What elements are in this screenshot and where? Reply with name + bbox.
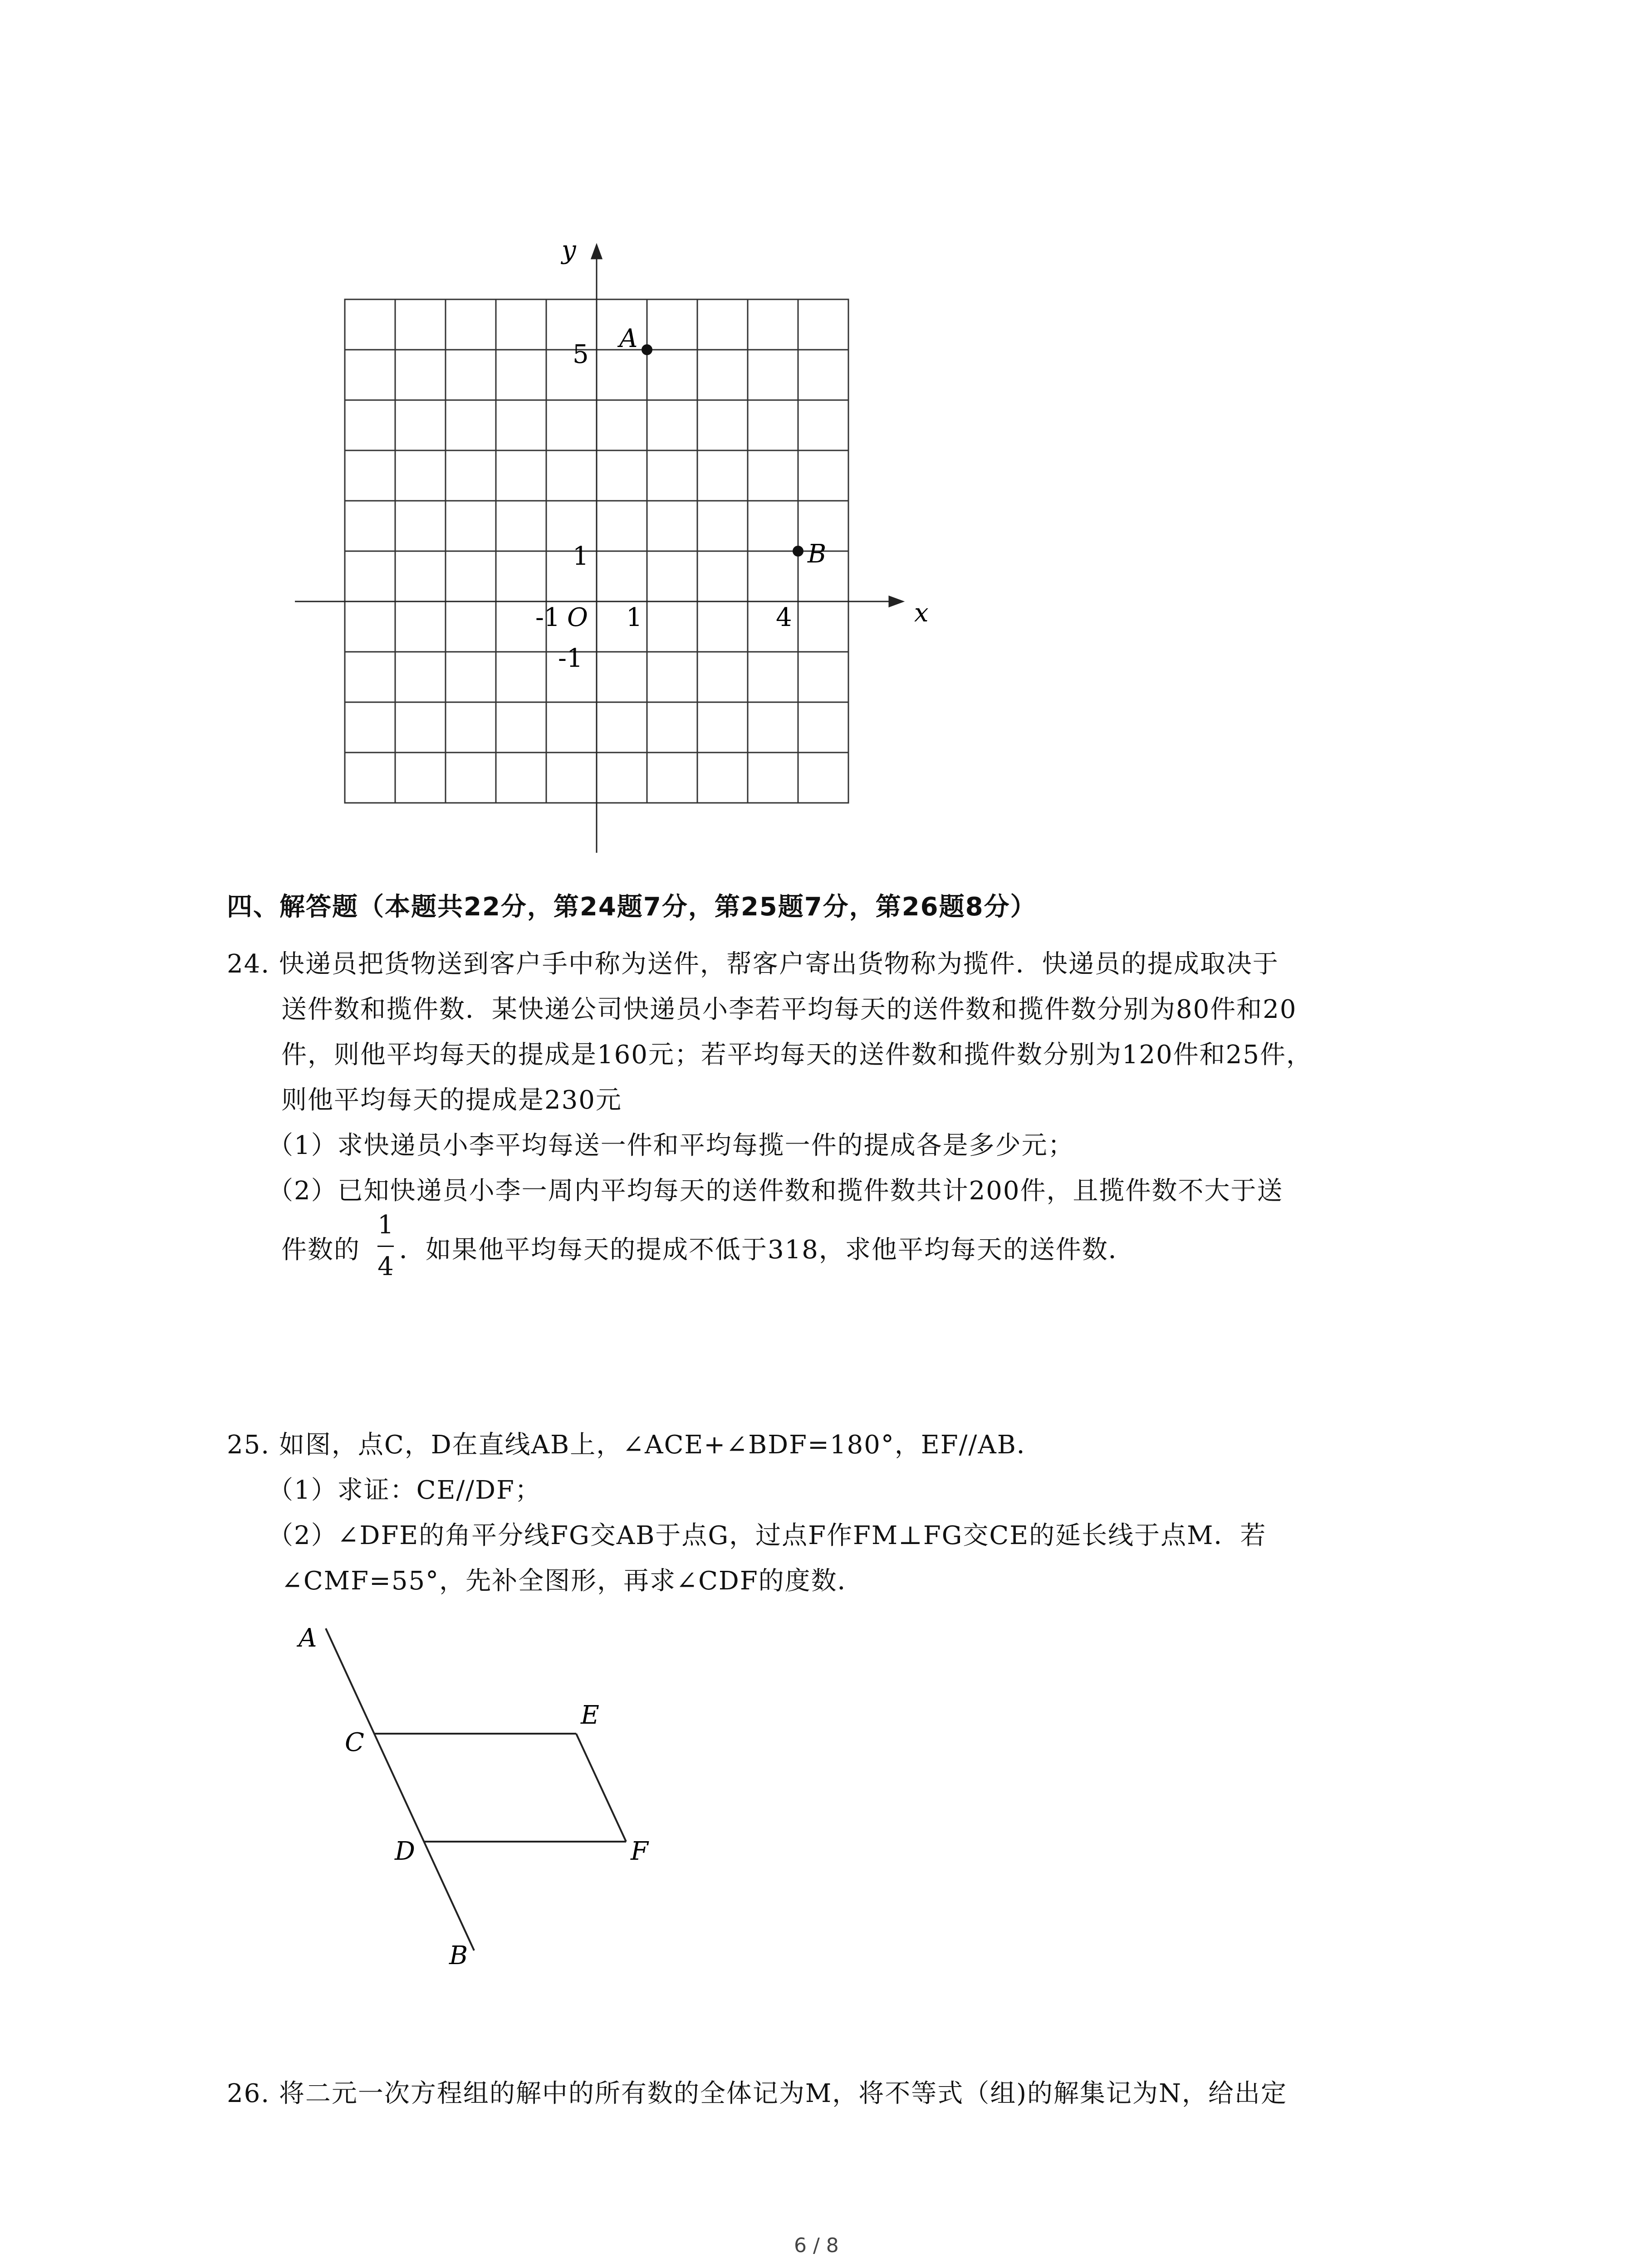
point-b-label: B: [808, 539, 827, 569]
section-heading: 四、解答题（本题共22分，第24题7分，第25题7分，第26题8分）: [227, 892, 1037, 922]
tick-x-1: 1: [626, 603, 642, 632]
q24-line3: 件，则他平均每天的提成是160元；若平均每天的送件数和揽件数分别为120件和25件，: [281, 1040, 1313, 1070]
q24-part2-pre: 件数的: [281, 1235, 360, 1265]
label-c: C: [345, 1728, 364, 1757]
page-number: 6 / 8: [794, 2234, 839, 2257]
fraction-denominator: 4: [377, 1252, 394, 1281]
parallelogram-figure: [281, 1619, 690, 1973]
origin-label: O: [567, 603, 588, 632]
label-d: D: [395, 1837, 415, 1866]
point-a: [642, 344, 652, 355]
label-a: A: [299, 1623, 317, 1653]
q24-line1: 24. 快递员把货物送到客户手中称为送件，帮客户寄出货物称为揽件．快递员的提成取决于: [227, 949, 1279, 979]
x-axis-arrow: [889, 596, 903, 606]
tick-x-neg1: -1: [535, 603, 560, 632]
line-ab: [326, 1628, 474, 1950]
tick-y-neg1: -1: [558, 644, 583, 673]
label-f: F: [631, 1837, 648, 1866]
y-axis-label: y: [562, 236, 576, 265]
point-b: [793, 546, 803, 557]
q25-line1: 25. 如图，点C，D在直线AB上，∠ACE+∠BDF=180°，EF//AB．: [227, 1430, 1043, 1460]
y-axis-arrow: [592, 245, 602, 259]
q26-line1: 26. 将二元一次方程组的解中的所有数的全体记为M，将不等式（组)的解集记为N，给出定: [227, 2079, 1288, 2108]
point-a-label: A: [619, 324, 638, 353]
q24-part2-post: ．如果他平均每天的提成不低于318，求他平均每天的送件数．: [399, 1235, 1135, 1265]
q25-part2-line2: ∠CMF=55°，先补全图形，再求∠CDF的度数．: [281, 1566, 864, 1596]
q24-part2-line1: （2）已知快递员小李一周内平均每天的送件数和揽件数共计200件，且揽件数不大于送: [268, 1176, 1283, 1206]
tick-x-4: 4: [776, 603, 792, 632]
tick-y-1: 1: [573, 542, 589, 571]
q24-line4: 则他平均每天的提成是230元: [281, 1085, 622, 1115]
q24-line2: 送件数和揽件数．某快递公司快递员小李若平均每天的送件数和揽件数分别为80件和20: [281, 995, 1297, 1024]
coordinate-grid-figure: [281, 236, 962, 871]
q24-part1: （1）求快递员小李平均每送一件和平均每揽一件的提成各是多少元；: [268, 1131, 1074, 1160]
q25-part2-line1: （2）∠DFE的角平分线FG交AB于点G，过点F作FM⊥FG交CE的延长线于点M．若: [268, 1521, 1267, 1550]
q25-part1: （1）求证：CE//DF；: [268, 1476, 541, 1505]
label-b: B: [449, 1941, 468, 1970]
fraction-numerator: 1: [377, 1210, 394, 1240]
segment-ef: [576, 1734, 626, 1842]
fraction-bar: [377, 1246, 394, 1247]
tick-y-5: 5: [573, 340, 589, 369]
x-axis-label: x: [914, 598, 929, 628]
label-e: E: [581, 1701, 599, 1730]
